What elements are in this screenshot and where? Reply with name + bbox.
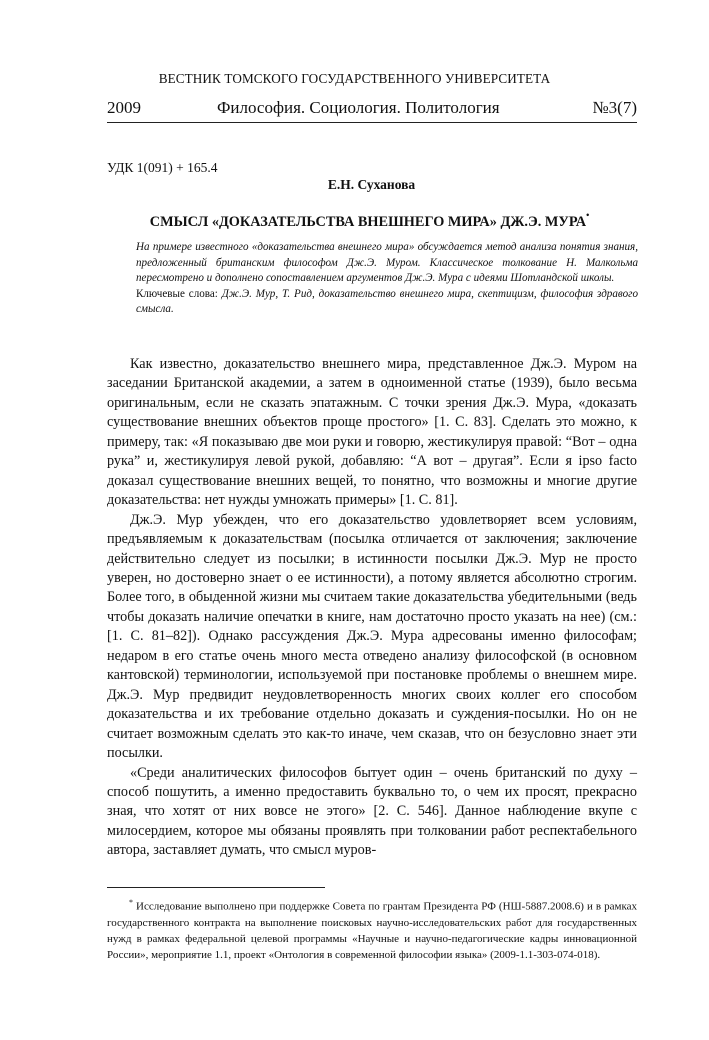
running-header — [107, 98, 637, 120]
journal-title: ВЕСТНИК ТОМСКОГО ГОСУДАРСТВЕННОГО УНИВЕРСИТЕТА — [158, 71, 551, 86]
issue-year: 2009 — [107, 98, 141, 117]
body-paragraph: Дж.Э. Мур убежден, что его доказательство удовлетворяет всем условиям, предъявляемым к доказательствам (посылка отличается от заключения; заключение действительно следует из посылки; в истинности посылки Дж.Э. Мур не просто уверен, но достоверно знает о ее истинности), а потому является абсолютно строгим. Более того, в обыденной жизни мы считаем такие доказательства убедительными (ведь чтобы доказать наличие опечатки в книге, нам достаточно просто указать на нее) (см.: [1. С. 81–82]). Однако рассуждения Дж.Э. Мура адресованы именно философам; недаром в его статье очень много места отведено анализу философской (в основном кантовской) терминологии, используемой при постановке проблемы о внешнем мире. Дж.Э. Мур предвидит неудовлетворенность многих своих коллег его способом доказательства и их требование отдельно доказать и суждения-посылки. Но он не считает возможным сделать это как-то иначе, чем сказав, что он безусловно знает эти посылки. — [107, 511, 637, 762]
footnote-divider — [107, 887, 325, 888]
title-footnote-mark: • — [586, 210, 590, 220]
header-divider — [107, 122, 637, 123]
body-paragraph: Как известно, доказательство внешнего мира, представленное Дж.Э. Муром на заседании Британской академии, а затем в одноименной статье (1939), было весьма оригинальным, если не сказать эпатажным. С точки зрения Дж.Э. Мура, «доказать существование внешних объектов проще простого» [1. С. 83]. Сделать это можно, к примеру, так: «Я показываю две мои руки и говорю, жестикулируя правой: “Вот – одна рука” и, жестикулируя левой рукой, добавляю: “А вот – другая”. Если я ipso facto доказал существование внешних вещей, то понятно, что возможны и многие другие доказательства: нет нужды умножать примеры» [1. С. 81]. — [107, 356, 637, 509]
keywords-list: Дж.Э. Мур, Т. Рид, доказательство внешнего мира, скептицизм, философия здравого смысла. — [136, 287, 638, 315]
abstract-text: На примере известного «доказательства внешнего мира» обсуждается метод анализа понятия знания, предложенный британским философом Дж.Э. Муром. Классическое толкование Н. Малкольма пересмотрено и дополнено сопоставлением аргументов Дж.Э. Мура с идеями Шотландской школы. — [136, 241, 638, 284]
journal-section: Философия. Социология. Политология — [217, 98, 500, 117]
article-author: Е.Н. Суханова — [327, 177, 416, 192]
issue-number: №3(7) — [592, 98, 637, 117]
article-abstract — [136, 240, 638, 318]
body-paragraph: «Среди аналитических философов бытует один – очень британский по духу – способ пошутить, а именно предоставить буквально то, о чем их просят, прекрасно зная, что хотят от них вовсе не этого» [2. С. 546]. Данное наблюдение вкупе с милосердием, которое мы обязаны проявлять при толковании работ респектабельного автора, заставляет думать, что смысл муров- — [107, 764, 637, 859]
udk-code: УДК 1(091) + 165.4 — [107, 160, 218, 175]
footnote — [107, 895, 637, 963]
footnote-mark: * — [129, 898, 133, 907]
article-title-text: СМЫСЛ «ДОКАЗАТЕЛЬСТВА ВНЕШНЕГО МИРА» ДЖ.Э. МУРА — [149, 213, 587, 230]
keywords-label: Ключевые слова: — [136, 287, 218, 300]
footnote-text: Исследование выполнено при поддержке Совета по грантам Президента РФ (НШ-5887.2008.6) и в рамках государственного контракта на выполнение поисковых научно-исследовательских работ для государственных нужд в рамках федеральной целевой программы «Научные и научно-педагогические кадры инновационной России», мероприятие 1.1, проект «Онтология в современной философии языка» (2009-1.1-303-074-018). — [107, 900, 638, 962]
article-title — [0, 212, 709, 231]
article-body — [107, 355, 637, 861]
keywords — [136, 287, 638, 318]
